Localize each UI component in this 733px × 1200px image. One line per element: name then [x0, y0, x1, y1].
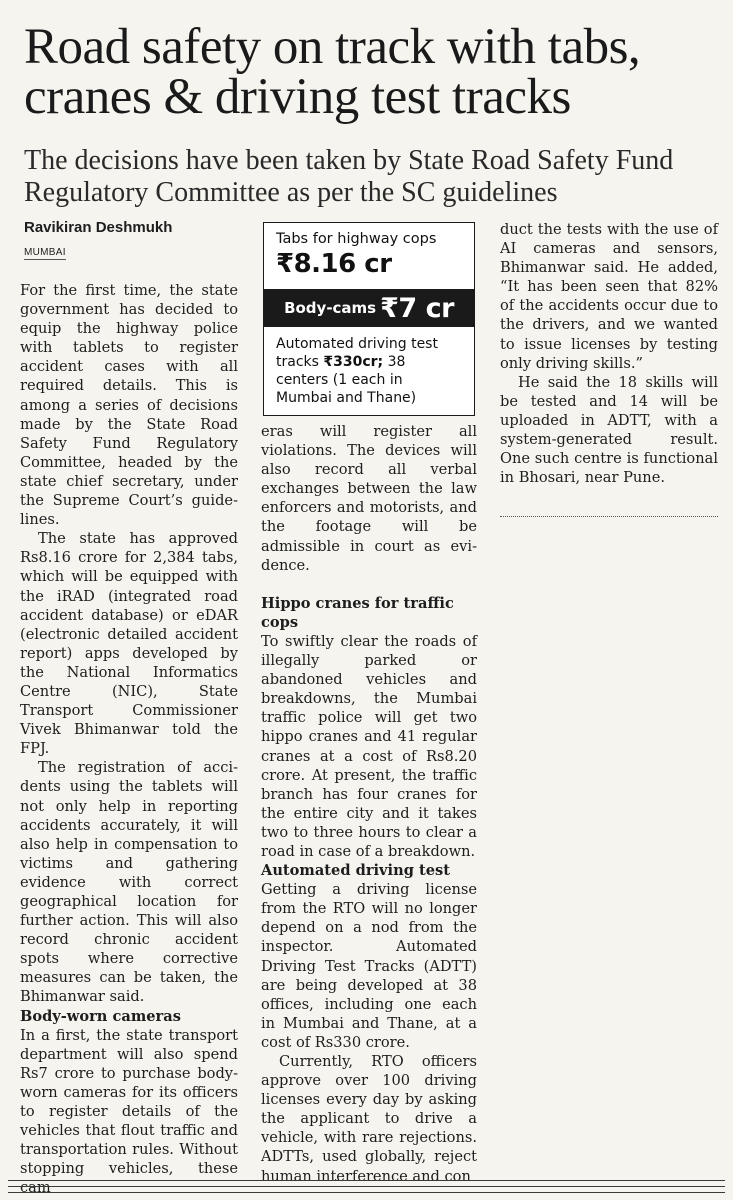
dateline: MUMBAI	[24, 247, 66, 258]
column-end-rule	[500, 516, 718, 517]
paragraph: For the first time, the state government has decided to equip the highway police with tablets to register accident cases with all required details. This is among a series of decisions made by the State Road Safety Fund Regulatory Committee, headed by the state chief secretary, under the Supreme Court’s guidelines.	[20, 282, 238, 529]
paragraph: In a first, the state transport department will also spend Rs7 crore to purchase bodyworn cameras for its officers to register details of the vehicles that flout traffic and transportation rules. Without stopping vehicles, these cam	[20, 1026, 238, 1197]
article-column-2	[261, 422, 477, 1186]
paragraph: The registration of accidents using the tablets will not only help in reporting accidents accurately, it will also help in compensation to victims and gathering evidence with correct geographical location for further action. This will also record chronic accident spots where corrective measures can be taken, the Bhimanwar said.	[20, 759, 238, 1006]
fact-label-bodycams: Body-cams	[284, 299, 377, 317]
author-byline: Ravikiran Deshmukh	[24, 219, 173, 236]
paragraph: Getting a driving license from the RTO will no longer depend on a nod from the inspector. Automated Driving Test Tracks (ADTT) are being developed at 38 offices, including one each in Mumbai and Thane, at a cost of Rs330 crore.	[261, 881, 477, 1051]
fact-label-tabs: Tabs for highway cops	[276, 231, 437, 247]
paragraph: He said the 18 skills will be tested and 14 will be uploaded in ADTT, with a system-generated result. One such centre is functional in Bhosari, near Pune.	[500, 373, 718, 487]
section-heading-hippo-cranes: Hippo cranes for traffic cops	[261, 594, 454, 631]
headline: Road safety on track with tabs, cranes & driving test tracks	[24, 19, 641, 125]
fact-value-bodycams: ₹7 cr	[380, 292, 454, 324]
fact-band-bodycams	[264, 289, 474, 327]
section-heading-driving-test: Automated driving test	[261, 862, 450, 880]
subheadline: The decisions have been taken by State Road Safety Fund Regulatory Committee as per the SC guidelines	[24, 145, 674, 208]
fact-text: Automated driving test tracks	[276, 336, 438, 370]
section-heading-body-cameras: Body-worn cameras	[20, 1007, 181, 1025]
bottom-rule	[8, 1192, 725, 1193]
article-column-1	[20, 281, 238, 1198]
bottom-rule	[8, 1180, 725, 1181]
fact-value-tracks: ₹330cr;	[323, 354, 384, 370]
paragraph: duct the tests with the use of AI cameras and sensors, Bhimanwar said. He added, “It has been seen that 82% of the accidents occur due to the drivers, and we wanted to issue licenses by testing only driving skills.”	[500, 221, 718, 372]
article-column-3	[500, 220, 718, 487]
fact-text: 38 centers (1 each in Mumbai and Thane)	[276, 354, 417, 406]
paragraph: Currently, RTO officers approve over 100 driving licenses every day by asking the applicant to drive a vehicle, with rare rejections. ADTTs, used globally, reject human interference and con	[261, 1053, 477, 1185]
bottom-rule	[8, 1186, 725, 1187]
fact-driving-tracks	[264, 327, 474, 415]
paragraph: The state has approved Rs8.16 crore for 2,384 tabs, which will be equipped with the iRAD (integrated road accident database) or eDAR (electronic detailed accident report) apps developed by the National Informatics Centre (NIC), State Transport Commissioner Vivek Bhimanwar told the FPJ.	[20, 530, 238, 758]
fact-value-tabs: ₹8.16 cr	[276, 249, 392, 279]
fact-box	[263, 222, 475, 416]
paragraph: eras will register all violations. The devices will also record all verbal exchanges between the law enforcers and motorists, and the footage will be admissible in court as evidence.	[261, 423, 477, 574]
paragraph: To swiftly clear the roads of illegally parked or abandoned vehicles and breakdowns, the Mumbai traffic police will get two hippo cranes and 41 regular cranes at a cost of Rs8.20 crore. At present, the traffic branch has four cranes for the entire city and it takes two to three hours to clear a road in case of a breakdown.	[261, 632, 477, 860]
